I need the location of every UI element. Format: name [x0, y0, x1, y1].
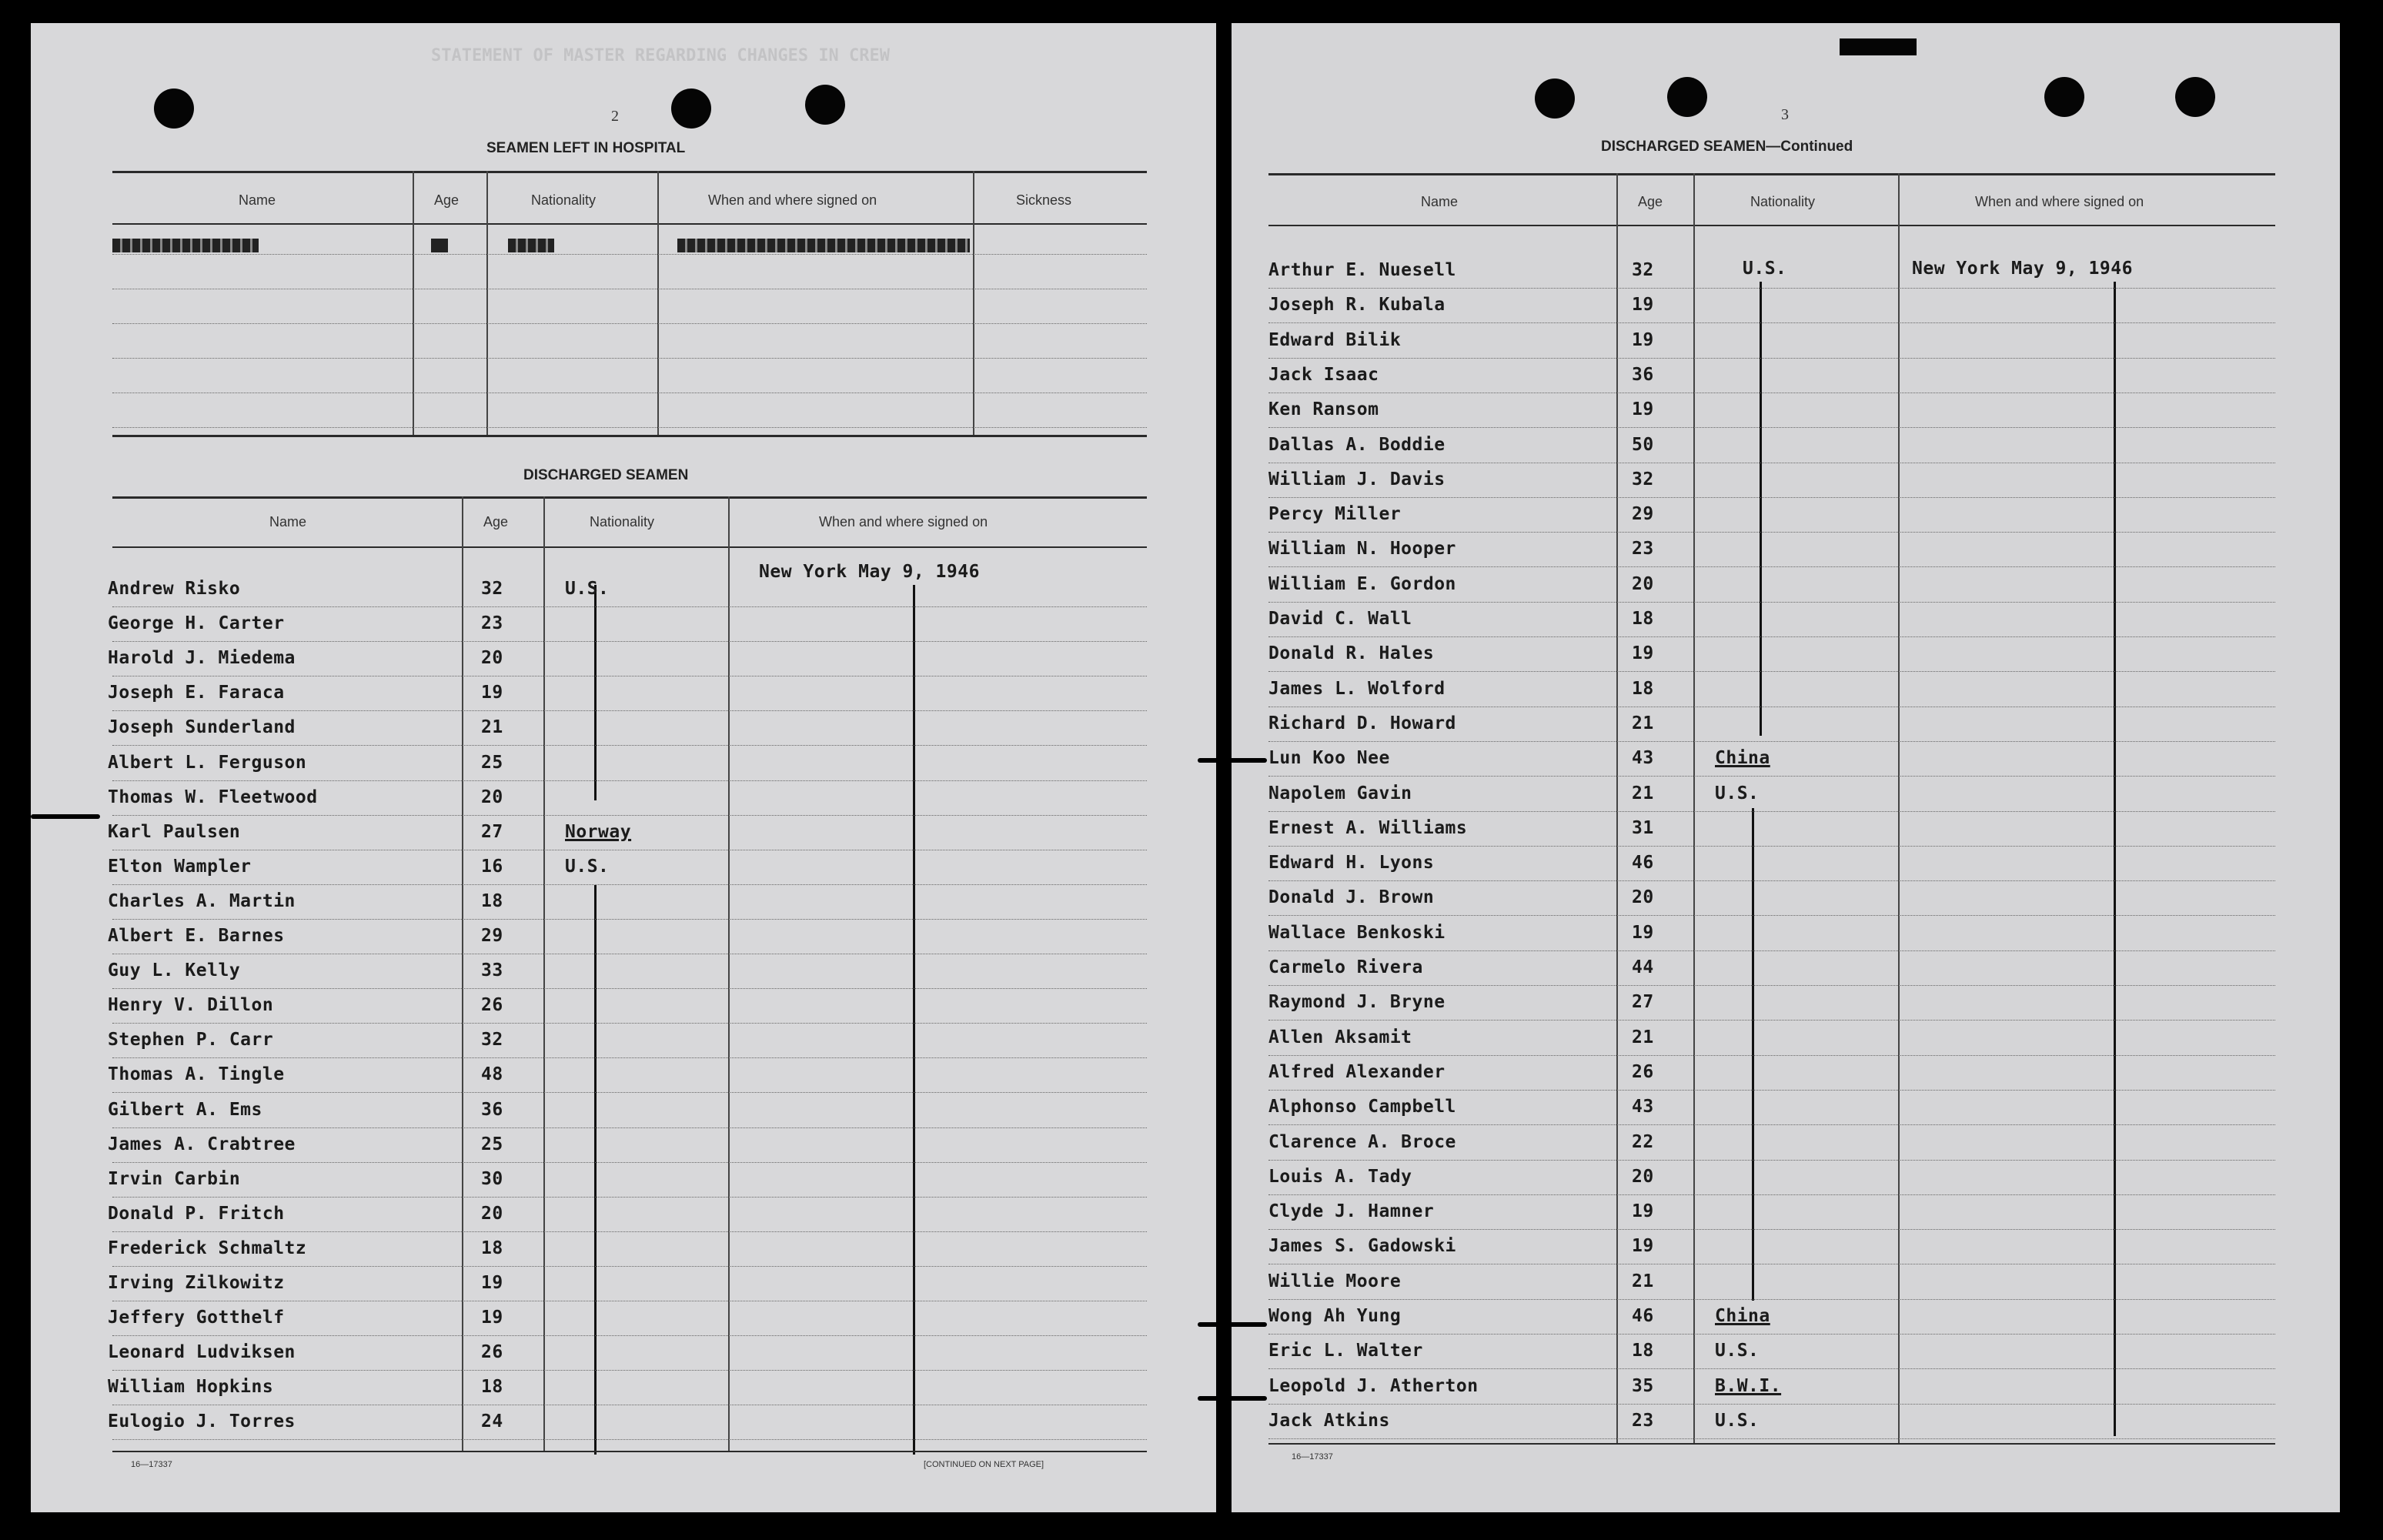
seaman-name: Alfred Alexander	[1268, 1062, 1446, 1082]
row-line	[1268, 1299, 2275, 1300]
seaman-name: Ken Ransom	[1268, 399, 1379, 419]
seaman-name: Raymond J. Bryne	[1268, 992, 1446, 1012]
seaman-age: 19	[1632, 923, 1654, 943]
row-line	[1268, 950, 2275, 951]
row-line	[112, 358, 1147, 359]
row-line	[1268, 566, 2275, 567]
col-sickness: Sickness	[1016, 192, 1072, 208]
seaman-age: 18	[1632, 609, 1654, 629]
margin-arrow	[1198, 1322, 1267, 1327]
signed-on: New York May 9, 1946	[759, 562, 980, 582]
row-line	[1268, 811, 2275, 812]
row-line	[1268, 1090, 2275, 1091]
seaman-age: 20	[1632, 574, 1654, 594]
row-line	[112, 1370, 1147, 1371]
seaman-age: 31	[1632, 818, 1654, 838]
form-number: 16—17337	[1292, 1452, 1333, 1461]
table-rule	[112, 171, 1147, 173]
punch-hole	[1535, 79, 1575, 119]
row-line	[1268, 636, 2275, 637]
row-line	[112, 710, 1147, 711]
seaman-age: 21	[481, 717, 503, 737]
seaman-age: 32	[1632, 469, 1654, 489]
seaman-name: James S. Gadowski	[1268, 1236, 1456, 1256]
seaman-age: 18	[1632, 1341, 1654, 1361]
seaman-name: Jack Isaac	[1268, 365, 1379, 385]
seaman-name: Harold J. Miedema	[108, 648, 296, 668]
seaman-age: 18	[1632, 679, 1654, 699]
row-line	[112, 780, 1147, 781]
punch-hole	[2175, 77, 2215, 117]
seaman-nationality: China	[1715, 1306, 1770, 1326]
seaman-name: Donald J. Brown	[1268, 887, 1435, 907]
seaman-name: Irvin Carbin	[108, 1169, 241, 1189]
tape-mark	[1840, 38, 1917, 55]
seaman-age: 18	[481, 1238, 503, 1258]
seaman-nationality: U.S.	[1715, 1411, 1760, 1431]
column-rule	[413, 171, 414, 435]
seaman-age: 29	[481, 926, 503, 946]
row-line	[1268, 1368, 2275, 1369]
seaman-age: 20	[481, 648, 503, 668]
row-line	[112, 1335, 1147, 1336]
seaman-age: 25	[481, 753, 503, 773]
row-line	[1268, 776, 2275, 777]
row-line	[1268, 846, 2275, 847]
seaman-name: Clarence A. Broce	[1268, 1132, 1456, 1152]
seaman-name: Eulogio J. Torres	[108, 1411, 296, 1431]
col-nationality: Nationality	[531, 192, 597, 208]
seaman-name: Jeffery Gotthelf	[108, 1308, 285, 1328]
seaman-age: 19	[1632, 1236, 1654, 1256]
col-age: Age	[434, 192, 460, 208]
seaman-age: 26	[481, 1342, 503, 1362]
seaman-name: Albert L. Ferguson	[108, 753, 307, 773]
punch-hole	[2044, 77, 2084, 117]
seaman-age: 33	[481, 960, 503, 980]
seaman-name: Willie Moore	[1268, 1271, 1402, 1291]
row-line	[112, 1231, 1147, 1232]
seaman-name: Guy L. Kelly	[108, 960, 241, 980]
ditto-mark	[594, 585, 597, 800]
punch-hole	[154, 89, 194, 129]
seaman-name: Thomas W. Fleetwood	[108, 787, 318, 807]
row-line	[1268, 322, 2275, 323]
seaman-name: Wong Ah Yung	[1268, 1306, 1402, 1326]
seaman-age: 20	[1632, 887, 1654, 907]
seaman-age: 36	[481, 1100, 503, 1120]
redacted-entry	[677, 239, 970, 252]
row-line	[1268, 532, 2275, 533]
col-signed: When and where signed on	[708, 192, 877, 208]
row-line	[1268, 288, 2275, 289]
col-signed: When and where signed on	[1975, 194, 2144, 209]
row-line	[1268, 358, 2275, 359]
seaman-nationality: U.S.	[565, 857, 610, 877]
seaman-age: 48	[481, 1064, 503, 1084]
first-nationality: U.S.	[1743, 259, 1787, 279]
bleed-through-text: STATEMENT OF MASTER REGARDING CHANGES IN CREW	[431, 46, 891, 65]
column-rule	[1616, 173, 1618, 1443]
seaman-name: Donald R. Hales	[1268, 643, 1435, 663]
seaman-name: Stephen P. Carr	[108, 1030, 274, 1050]
row-line	[112, 606, 1147, 607]
table-rule	[112, 223, 1147, 225]
hospital-title: SEAMEN LEFT IN HOSPITAL	[486, 140, 686, 156]
seaman-name: William N. Hooper	[1268, 539, 1456, 559]
seaman-age: 23	[1632, 539, 1654, 559]
seaman-name: William E. Gordon	[1268, 574, 1456, 594]
signed-on: New York May 9, 1946	[1912, 259, 2133, 279]
row-line	[1268, 1124, 2275, 1125]
row-line	[1268, 497, 2275, 498]
form-number: 16—17337	[131, 1460, 172, 1469]
col-name: Name	[1421, 194, 1459, 209]
seaman-age: 23	[481, 613, 503, 633]
seaman-name: Leopold J. Atherton	[1268, 1376, 1479, 1396]
seaman-age: 30	[481, 1169, 503, 1189]
seaman-nationality: Norway	[565, 822, 632, 842]
seaman-age: 23	[1632, 1411, 1654, 1431]
seaman-name: Gilbert A. Ems	[108, 1100, 262, 1120]
seaman-name: Frederick Schmaltz	[108, 1238, 307, 1258]
margin-arrow	[1198, 758, 1267, 763]
row-line	[112, 323, 1147, 324]
seaman-nationality: U.S.	[1715, 1341, 1760, 1361]
seaman-age: 20	[481, 787, 503, 807]
page-number: 2	[611, 108, 619, 125]
ditto-mark	[2114, 282, 2116, 1436]
seaman-name: Percy Miller	[1268, 504, 1402, 524]
margin-arrow	[1198, 1396, 1267, 1401]
seaman-age: 46	[1632, 853, 1654, 873]
ditto-mark	[594, 885, 597, 1455]
row-line	[1268, 880, 2275, 881]
col-age: Age	[1638, 194, 1663, 209]
table-rule	[1268, 225, 2275, 226]
seaman-name: Leonard Ludviksen	[108, 1342, 296, 1362]
seaman-name: Arthur E. Nuesell	[1268, 260, 1456, 280]
punch-hole	[805, 85, 845, 125]
seaman-age: 19	[1632, 643, 1654, 663]
col-signed: When and where signed on	[819, 514, 988, 529]
seaman-age: 16	[481, 857, 503, 877]
column-rule	[462, 496, 463, 1451]
seaman-name: David C. Wall	[1268, 609, 1412, 629]
seaman-name: Edward Bilik	[1268, 330, 1402, 350]
page-title: DISCHARGED SEAMEN—Continued	[1601, 139, 1853, 155]
seaman-age: 19	[481, 1273, 503, 1293]
row-line	[1268, 1020, 2275, 1021]
seaman-nationality: China	[1715, 748, 1770, 768]
seaman-name: Edward H. Lyons	[1268, 853, 1435, 873]
table-rule	[1268, 173, 2275, 175]
seaman-age: 43	[1632, 748, 1654, 768]
seaman-nationality: U.S.	[565, 579, 610, 599]
row-line	[1268, 1438, 2275, 1439]
table-rule	[1268, 1443, 2275, 1445]
row-line	[1268, 427, 2275, 428]
seaman-age: 27	[481, 822, 503, 842]
seaman-age: 21	[1632, 1027, 1654, 1047]
redacted-entry	[431, 239, 448, 252]
column-rule	[1693, 173, 1695, 1443]
seaman-age: 50	[1632, 435, 1654, 455]
discharged-title: DISCHARGED SEAMEN	[523, 467, 689, 483]
row-line	[112, 1092, 1147, 1093]
seaman-age: 43	[1632, 1097, 1654, 1117]
seaman-age: 26	[481, 995, 503, 1015]
row-line	[1268, 741, 2275, 742]
redacted-entry	[508, 239, 554, 252]
row-line	[112, 641, 1147, 642]
row-line	[112, 254, 1147, 255]
seaman-name: James L. Wolford	[1268, 679, 1446, 699]
col-name: Name	[239, 192, 276, 208]
seaman-age: 46	[1632, 1306, 1654, 1326]
table-rule	[112, 435, 1147, 437]
seaman-name: Donald P. Fritch	[108, 1204, 285, 1224]
column-rule	[657, 171, 659, 435]
col-nationality: Nationality	[1750, 194, 1816, 209]
seaman-name: Lun Koo Nee	[1268, 748, 1390, 768]
margin-arrow	[31, 814, 100, 819]
seaman-name: William Hopkins	[108, 1377, 274, 1397]
seaman-name: Karl Paulsen	[108, 822, 241, 842]
punch-hole	[1667, 77, 1707, 117]
seaman-name: George H. Carter	[108, 613, 285, 633]
seaman-name: Allen Aksamit	[1268, 1027, 1412, 1047]
seaman-name: Napolem Gavin	[1268, 783, 1412, 803]
seaman-name: Andrew Risko	[108, 579, 241, 599]
row-line	[1268, 1404, 2275, 1405]
seaman-name: Dallas A. Boddie	[1268, 435, 1446, 455]
seaman-age: 27	[1632, 992, 1654, 1012]
col-age: Age	[483, 514, 509, 529]
seaman-age: 32	[1632, 260, 1654, 280]
seaman-age: 21	[1632, 1271, 1654, 1291]
seaman-name: James A. Crabtree	[108, 1134, 296, 1154]
seaman-age: 22	[1632, 1132, 1654, 1152]
seaman-age: 24	[481, 1411, 503, 1431]
seaman-age: 18	[481, 891, 503, 911]
seaman-nationality: U.S.	[1715, 783, 1760, 803]
page-number: 3	[1781, 106, 1789, 123]
table-rule	[112, 496, 1147, 499]
seaman-name: Henry V. Dillon	[108, 995, 274, 1015]
seaman-name: Eric L. Walter	[1268, 1341, 1423, 1361]
row-line	[1268, 1055, 2275, 1056]
seaman-name: Thomas A. Tingle	[108, 1064, 285, 1084]
seaman-age: 18	[481, 1377, 503, 1397]
column-rule	[973, 171, 974, 435]
seaman-age: 20	[1632, 1167, 1654, 1187]
row-line	[112, 1023, 1147, 1024]
column-rule	[486, 171, 488, 435]
row-line	[1268, 602, 2275, 603]
seaman-age: 19	[481, 1308, 503, 1328]
seaman-name: Albert E. Barnes	[108, 926, 285, 946]
seaman-age: 21	[1632, 783, 1654, 803]
seaman-name: Joseph Sunderland	[108, 717, 296, 737]
row-line	[112, 1197, 1147, 1198]
row-line	[112, 427, 1147, 428]
seaman-nationality: B.W.I.	[1715, 1376, 1782, 1396]
seaman-age: 35	[1632, 1376, 1654, 1396]
continued-note: [CONTINUED ON NEXT PAGE]	[924, 1460, 1044, 1469]
seaman-name: Carmelo Rivera	[1268, 957, 1423, 977]
ditto-mark	[913, 585, 915, 1455]
row-line	[1268, 1160, 2275, 1161]
punch-hole	[671, 89, 711, 129]
ditto-mark	[1760, 282, 1762, 736]
row-line	[1268, 1194, 2275, 1195]
row-line	[1268, 985, 2275, 986]
seaman-name: Elton Wampler	[108, 857, 252, 877]
seaman-age: 19	[1632, 330, 1654, 350]
seaman-age: 20	[481, 1204, 503, 1224]
row-line	[112, 815, 1147, 816]
row-line	[1268, 1334, 2275, 1335]
column-rule	[1898, 173, 1900, 1443]
seaman-age: 36	[1632, 365, 1654, 385]
row-line	[112, 1439, 1147, 1440]
seaman-name: Richard D. Howard	[1268, 713, 1456, 733]
table-rule	[112, 546, 1147, 548]
seaman-name: Jack Atkins	[1268, 1411, 1390, 1431]
seaman-name: William J. Davis	[1268, 469, 1446, 489]
row-line	[112, 1162, 1147, 1163]
redacted-entry	[112, 239, 259, 252]
row-line	[112, 745, 1147, 746]
table-rule	[112, 1451, 1147, 1452]
seaman-name: Irving Zilkowitz	[108, 1273, 285, 1293]
seaman-age: 25	[481, 1134, 503, 1154]
column-rule	[728, 496, 730, 1451]
col-name: Name	[269, 514, 307, 529]
row-line	[112, 1266, 1147, 1267]
left-page	[31, 23, 1216, 1512]
seaman-name: Joseph R. Kubala	[1268, 295, 1446, 315]
seaman-name: Ernest A. Williams	[1268, 818, 1468, 838]
seaman-age: 19	[1632, 399, 1654, 419]
seaman-name: Alphonso Campbell	[1268, 1097, 1456, 1117]
col-nationality: Nationality	[590, 514, 655, 529]
row-line	[1268, 915, 2275, 916]
row-line	[112, 919, 1147, 920]
seaman-age: 29	[1632, 504, 1654, 524]
seaman-age: 19	[481, 683, 503, 703]
seaman-age: 19	[1632, 295, 1654, 315]
row-line	[112, 1057, 1147, 1058]
seaman-age: 26	[1632, 1062, 1654, 1082]
seaman-name: Louis A. Tady	[1268, 1167, 1412, 1187]
row-line	[1268, 1229, 2275, 1230]
row-line	[112, 884, 1147, 885]
row-line	[1268, 671, 2275, 672]
seaman-age: 19	[1632, 1201, 1654, 1221]
seaman-age: 32	[481, 1030, 503, 1050]
seaman-name: Clyde J. Hamner	[1268, 1201, 1435, 1221]
column-rule	[543, 496, 545, 1451]
row-line	[112, 988, 1147, 989]
seaman-age: 32	[481, 579, 503, 599]
ditto-mark	[1752, 808, 1754, 1301]
right-page	[1232, 23, 2340, 1512]
seaman-name: Charles A. Martin	[108, 891, 296, 911]
seaman-name: Joseph E. Faraca	[108, 683, 285, 703]
row-line	[112, 1127, 1147, 1128]
seaman-name: Wallace Benkoski	[1268, 923, 1446, 943]
seaman-age: 44	[1632, 957, 1654, 977]
seaman-age: 21	[1632, 713, 1654, 733]
